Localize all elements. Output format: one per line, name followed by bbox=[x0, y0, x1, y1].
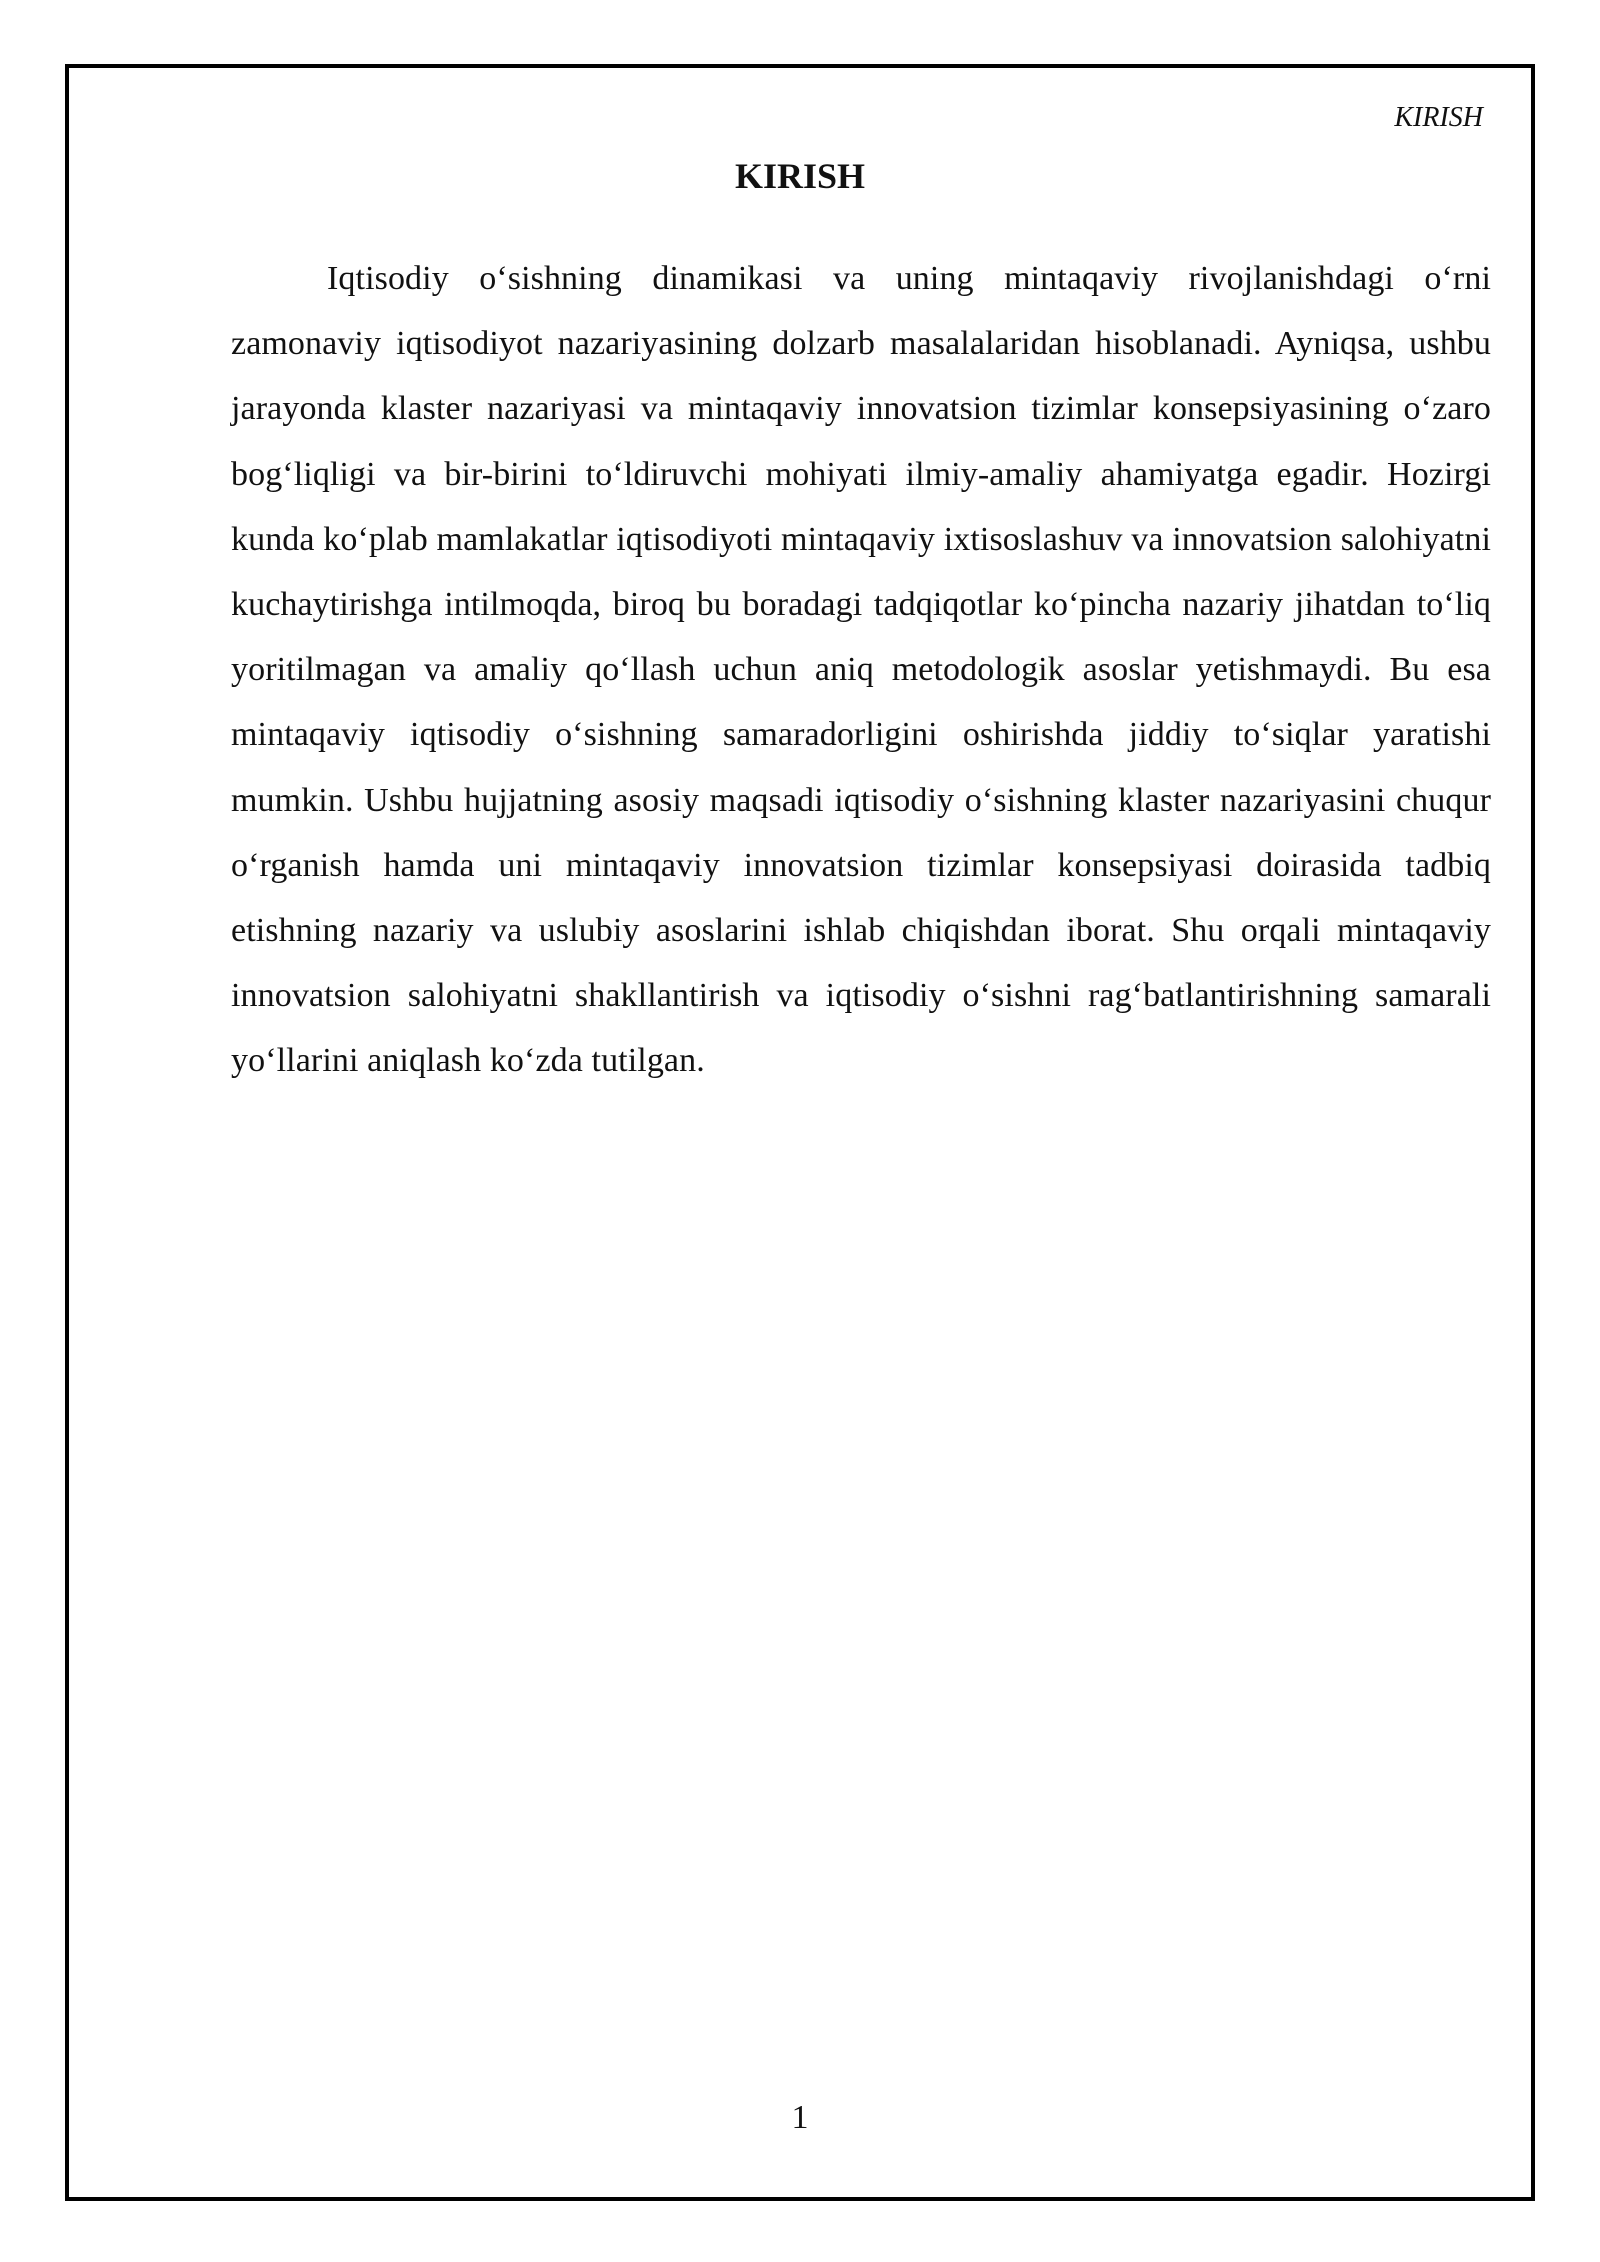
page-frame bbox=[65, 64, 1535, 2201]
running-header: KIRISH bbox=[1394, 102, 1483, 133]
page-number: 1 bbox=[791, 2099, 809, 2136]
body-paragraph: Iqtisodiy o‘sishning dinamikasi va uning mintaqaviy rivojlanishdagi o‘rni zamonaviy iqtisodiyot nazariyasining dolzarb masalalaridan hisoblanadi. Ayniqsa, ushbu jarayonda klaster nazariyasi va mintaqaviy innovatsion tizimlar konsepsiyasining o‘zaro bog‘liqligi va bir-birini to‘ldiruvchi mohiyati ilmiy-amaliy ahamiyatga egadir. Hozirgi kunda ko‘plab mamlakatlar iqtisodiyoti mintaqaviy ixtisoslashuv va innovatsion salohiyatni kuchaytirishga intilmoqda, biroq bu boradagi tadqiqotlar ko‘pincha nazariy jihatdan to‘liq yoritilmagan va amaliy qo‘llash uchun aniq metodologik asoslar yetishmaydi. Bu esa mintaqaviy iqtisodiy o‘sishning samaradorligini oshirishda jiddiy to‘siqlar yaratishi mumkin. Ushbu hujjatning asosiy maqsadi iqtisodiy o‘sishning klaster nazariyasini chuqur o‘rganish hamda uni mintaqaviy innovatsion tizimlar konsepsiyasi doirasida tadbiq etishning nazariy va uslubiy asoslarini ishlab chiqishdan iborat. Shu orqali mintaqaviy innovatsion salohiyatni shakllantirish va iqtisodiy o‘sishni rag‘batlantirishning samarali yo‘llarini aniqlash ko‘zda tutilgan. bbox=[231, 260, 1491, 1080]
section-title: KIRISH bbox=[734, 156, 866, 196]
